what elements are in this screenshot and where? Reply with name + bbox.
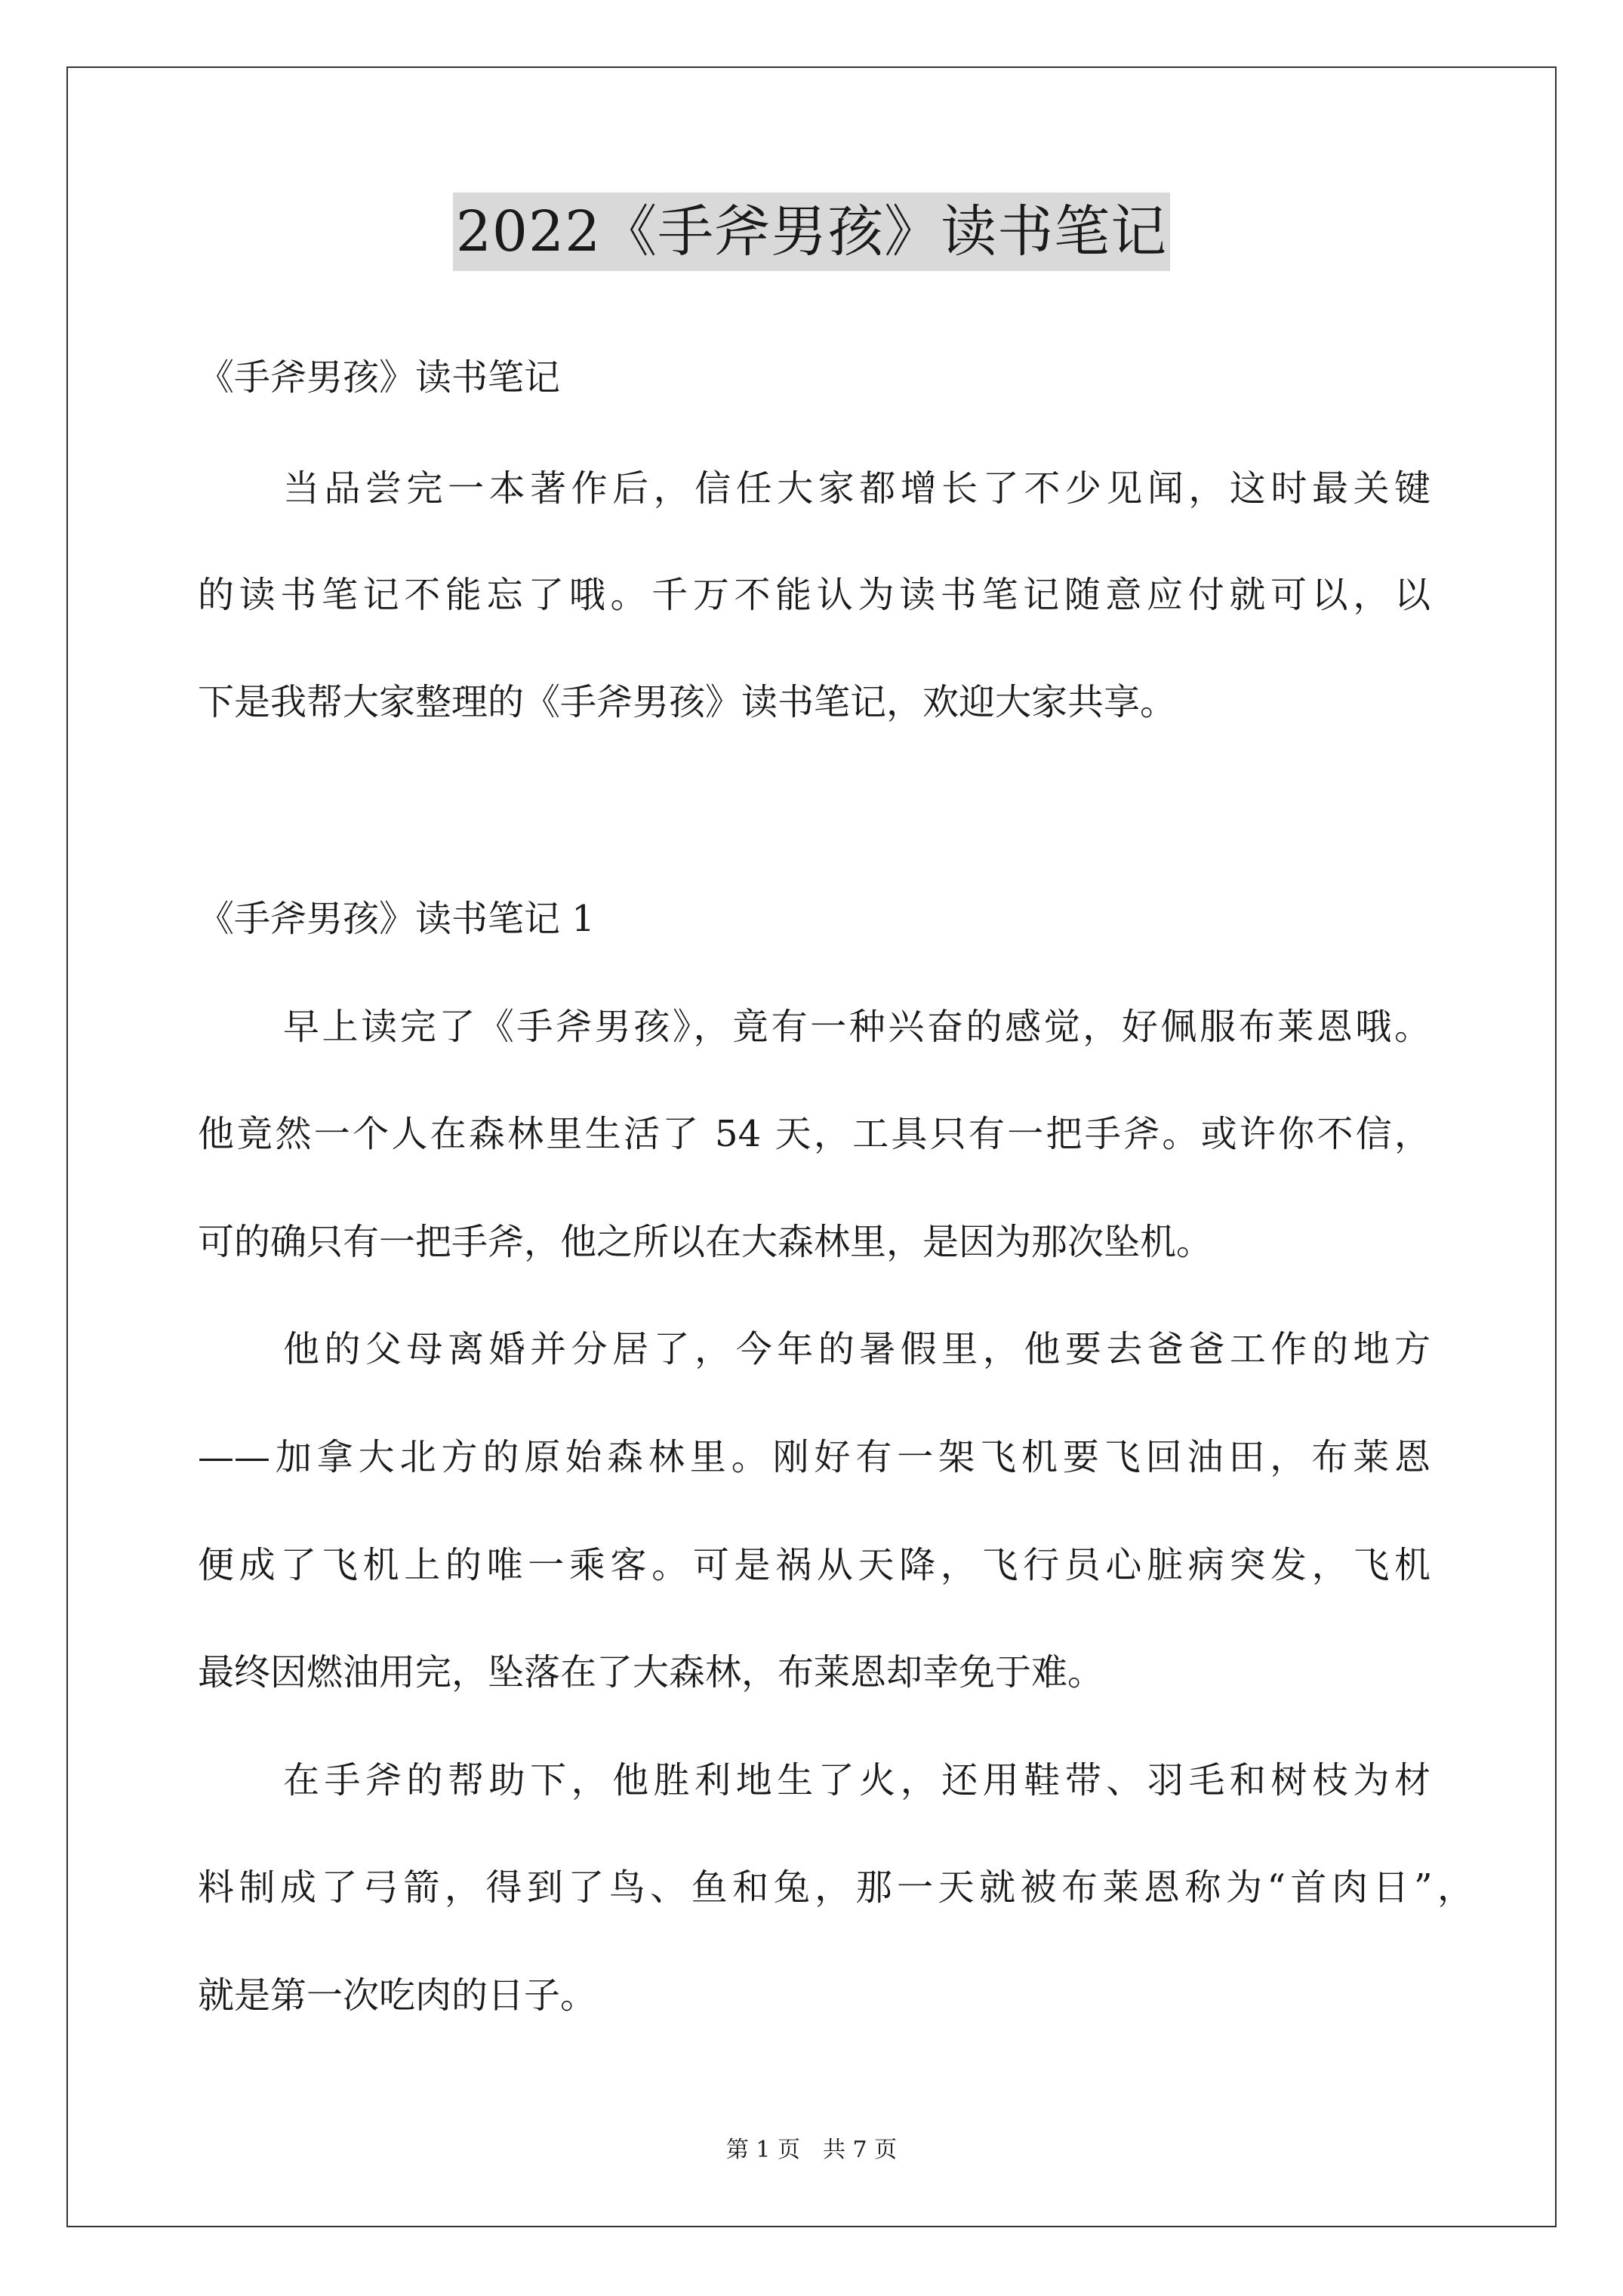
page-number-footer: 第 1 页 共 7 页: [725, 2137, 898, 2163]
paragraph-line: 下是我帮大家整理的《手斧男孩》读书笔记，欢迎大家共享。: [198, 681, 1177, 723]
paragraph-line: 在手斧的帮助下，他胜利地生了火，还用鞋带、羽毛和树枝为材: [283, 1759, 1431, 1801]
paragraph-line: 料制成了弓箭，得到了鸟、鱼和兔，那一天就被布莱恩称为“首肉日”，: [198, 1866, 1474, 1909]
paragraph-line: 他的父母离婚并分居了，今年的暑假里，他要去爸爸工作的地方: [283, 1328, 1431, 1370]
paragraph-line: 早上读完了《手斧男孩》，竟有一种兴奋的感觉，好佩服布莱恩哦。: [283, 1006, 1431, 1048]
paragraph-line: ——加拿大北方的原始森林里。刚好有一架飞机要飞回油田，布莱恩: [198, 1436, 1431, 1478]
paragraph-line: 便成了飞机上的唯一乘客。可是祸从天降，飞行员心脏病突发，飞机: [198, 1544, 1431, 1586]
paragraph-line: 的读书笔记不能忘了哦。千万不能认为读书笔记随意应付就可以，以: [198, 574, 1431, 616]
document-title: 2022《手斧男孩》读书笔记: [453, 193, 1170, 271]
paragraph-line: 就是第一次吃肉的日子。: [198, 1974, 597, 2017]
paragraph-line: 可的确只有一把手斧，他之所以在大森林里，是因为那次坠机。: [198, 1221, 1213, 1263]
section-heading: 《手斧男孩》读书笔记 1: [198, 898, 595, 940]
title-container: [0, 193, 1623, 271]
paragraph-line: 他竟然一个人在森林里生活了 54 天，工具只有一把手斧。或许你不信，: [198, 1113, 1431, 1155]
section-heading: 《手斧男孩》读书笔记: [198, 356, 561, 399]
paragraph-line: 最终因燃油用完，坠落在了大森林，布莱恩却幸免于难。: [198, 1651, 1104, 1693]
paragraph-line: 当品尝完一本著作后，信任大家都增长了不少见闻，这时最关键: [283, 467, 1431, 510]
